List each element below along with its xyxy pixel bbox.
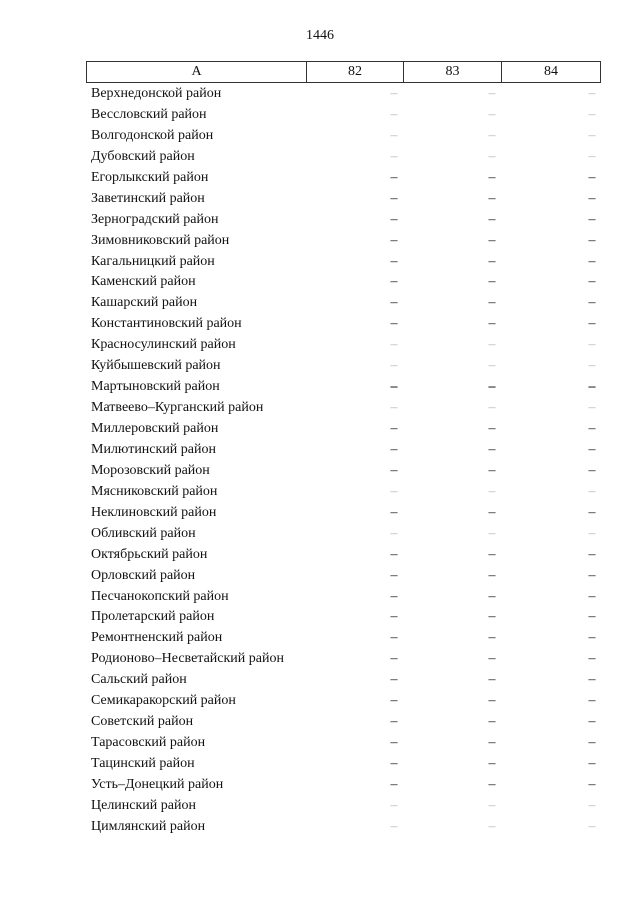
table-row [86, 754, 600, 775]
value-col-83: – [488, 567, 496, 583]
table-row [86, 649, 600, 670]
table-row [86, 461, 600, 482]
district-name: Обливский район [91, 525, 196, 541]
value-col-83: – [488, 232, 496, 248]
value-col-83: – [488, 295, 496, 311]
value-col-82: – [390, 421, 398, 436]
value-col-83: – [488, 756, 496, 771]
value-col-83: – [488, 211, 496, 227]
column-header-84: 84 [502, 62, 601, 83]
value-col-83: – [488, 504, 496, 520]
value-col-83: – [488, 441, 496, 457]
district-name: Тарасовский район [91, 735, 206, 751]
district-name: Миллеровский район [91, 421, 219, 436]
district-name: Кагальницкий район [91, 253, 215, 269]
table-row [86, 440, 600, 461]
value-col-83: – [488, 421, 496, 436]
value-col-84: – [588, 295, 596, 311]
value-col-84: – [588, 546, 596, 562]
value-col-84: – [588, 400, 596, 416]
value-col-82: – [390, 106, 398, 122]
value-col-82: – [390, 672, 398, 688]
value-col-83: – [488, 651, 496, 667]
value-col-83: – [488, 358, 496, 374]
value-col-84: – [588, 106, 596, 122]
district-name: Целинский район [91, 797, 196, 813]
value-col-82: – [390, 190, 398, 206]
value-col-84: – [588, 190, 596, 206]
district-name: Родионово–Несветайский район [91, 651, 284, 667]
district-name: Цимлянский район [91, 818, 206, 834]
district-name: Семикаракорский район [91, 693, 236, 709]
table-row [86, 314, 600, 335]
district-name: Орловский район [91, 567, 196, 583]
value-col-83: – [488, 797, 496, 813]
table-row [86, 524, 600, 545]
value-col-83: – [488, 483, 496, 499]
value-col-82: – [390, 232, 398, 248]
value-col-84: – [588, 714, 596, 730]
table-row [86, 796, 600, 817]
district-name: Мясниковский район [91, 483, 218, 499]
value-col-83: – [488, 127, 496, 143]
value-col-84: – [588, 127, 596, 143]
value-col-82: – [390, 462, 398, 478]
district-name: Милютинский район [91, 441, 217, 457]
value-col-82: – [390, 295, 398, 311]
value-col-84: – [588, 818, 596, 834]
value-col-84: – [588, 211, 596, 227]
value-col-84: – [588, 630, 596, 646]
value-col-82: – [390, 358, 398, 374]
value-col-82: – [390, 630, 398, 646]
district-name: Зимовниковский район [91, 232, 230, 248]
value-col-83: – [488, 190, 496, 206]
value-col-83: – [488, 274, 496, 290]
column-header-83: 83 [404, 62, 502, 83]
value-col-82: – [390, 379, 398, 395]
district-name: Константиновский район [91, 316, 242, 332]
value-col-82: – [390, 86, 398, 101]
district-name: Матвеево–Курганский район [91, 400, 264, 416]
table-row [86, 545, 600, 566]
table-row [86, 503, 600, 524]
value-col-84: – [588, 693, 596, 709]
table-row [86, 231, 600, 252]
district-name: Каменский район [91, 274, 196, 290]
value-col-84: – [588, 672, 596, 688]
value-col-84: – [588, 337, 596, 353]
value-col-82: – [390, 546, 398, 562]
value-col-84: – [588, 421, 596, 436]
district-name: Мартыновский район [91, 379, 220, 395]
value-col-83: – [488, 546, 496, 562]
table-row [86, 566, 600, 587]
table-row [86, 712, 600, 733]
value-col-84: – [588, 148, 596, 164]
value-col-82: – [390, 316, 398, 332]
value-col-82: – [390, 797, 398, 813]
district-name: Советский район [91, 714, 194, 730]
value-col-82: – [390, 441, 398, 457]
value-col-83: – [488, 588, 496, 604]
value-col-83: – [488, 337, 496, 353]
value-col-82: – [390, 483, 398, 499]
value-col-82: – [390, 274, 398, 290]
district-name: Заветинский район [91, 190, 205, 206]
value-col-84: – [588, 651, 596, 667]
value-col-83: – [488, 462, 496, 478]
district-name: Вессловский район [91, 106, 207, 122]
district-name: Красносулинский район [91, 337, 236, 353]
table-row [86, 377, 600, 398]
value-col-84: – [588, 735, 596, 751]
header-row [87, 62, 601, 83]
value-col-83: – [488, 672, 496, 688]
table-header [86, 61, 601, 83]
table-row [86, 210, 600, 231]
value-col-84: – [588, 274, 596, 290]
table-row [86, 252, 600, 273]
value-col-83: – [488, 379, 496, 395]
value-col-82: – [390, 127, 398, 143]
value-col-82: – [390, 714, 398, 730]
table-row [86, 398, 600, 419]
value-col-84: – [588, 232, 596, 248]
table-row [86, 356, 600, 377]
value-col-84: – [588, 86, 596, 101]
value-col-82: – [390, 525, 398, 541]
value-col-83: – [488, 630, 496, 646]
district-name: Морозовский район [91, 462, 210, 478]
district-name: Дубовский район [91, 148, 195, 164]
table-row [86, 670, 600, 691]
value-col-82: – [390, 253, 398, 269]
table-row [86, 335, 600, 356]
table-row [86, 189, 600, 210]
value-col-84: – [588, 316, 596, 332]
value-col-82: – [390, 567, 398, 583]
value-col-84: – [588, 588, 596, 604]
value-col-82: – [390, 337, 398, 353]
value-col-83: – [488, 169, 496, 185]
value-col-84: – [588, 483, 596, 499]
table-row [86, 691, 600, 712]
value-col-84: – [588, 358, 596, 374]
value-col-84: – [588, 379, 596, 395]
district-name: Волгодонской район [91, 127, 214, 143]
value-col-84: – [588, 504, 596, 520]
page-number: 1446 [306, 28, 334, 43]
table-row [86, 733, 600, 754]
value-col-84: – [588, 441, 596, 457]
table-row [86, 105, 600, 126]
value-col-84: – [588, 462, 596, 478]
table-row [86, 775, 600, 796]
value-col-83: – [488, 316, 496, 332]
value-col-84: – [588, 567, 596, 583]
table-row [86, 84, 600, 105]
value-col-83: – [488, 148, 496, 164]
value-col-84: – [588, 253, 596, 269]
value-col-84: – [588, 525, 596, 541]
district-name: Куйбышевский район [91, 358, 221, 374]
district-name: Неклиновский район [91, 504, 217, 520]
value-col-82: – [390, 735, 398, 751]
table-row [86, 272, 600, 293]
table-row [86, 293, 600, 314]
value-col-82: – [390, 776, 398, 792]
district-name: Усть–Донецкий район [91, 776, 224, 792]
value-col-82: – [390, 651, 398, 667]
table-row [86, 628, 600, 649]
value-col-83: – [488, 818, 496, 834]
table-row [86, 126, 600, 147]
district-name: Зерноградский район [91, 211, 219, 227]
value-col-82: – [390, 756, 398, 771]
value-col-84: – [588, 609, 596, 625]
value-col-84: – [588, 776, 596, 792]
district-name: Егорлыкский район [91, 169, 209, 185]
table-row [86, 168, 600, 189]
district-name: Ремонтненский район [91, 630, 223, 646]
value-col-84: – [588, 169, 596, 185]
value-col-84: – [588, 756, 596, 771]
district-name: Кашарский район [91, 295, 198, 311]
value-col-83: – [488, 106, 496, 122]
district-name: Пролетарский район [91, 609, 215, 625]
table-row [86, 607, 600, 628]
value-col-83: – [488, 776, 496, 792]
value-col-83: – [488, 525, 496, 541]
value-col-83: – [488, 609, 496, 625]
table-row [86, 817, 600, 838]
value-col-82: – [390, 504, 398, 520]
value-col-82: – [390, 148, 398, 164]
value-col-82: – [390, 400, 398, 416]
value-col-83: – [488, 735, 496, 751]
district-name: Октябрьский район [91, 546, 208, 562]
value-col-83: – [488, 400, 496, 416]
value-col-82: – [390, 211, 398, 227]
value-col-82: – [390, 818, 398, 834]
table-row [86, 147, 600, 168]
value-col-82: – [390, 588, 398, 604]
column-header-82: 82 [307, 62, 404, 83]
value-col-82: – [390, 693, 398, 709]
value-col-83: – [488, 714, 496, 730]
district-name: Песчанокопский район [91, 588, 229, 604]
table-row [86, 419, 600, 440]
table-row [86, 587, 600, 608]
column-header-a: А [87, 62, 307, 83]
district-name: Тацинский район [91, 756, 195, 771]
district-name: Верхнедонской район [91, 86, 222, 101]
value-col-83: – [488, 693, 496, 709]
value-col-82: – [390, 609, 398, 625]
value-col-82: – [390, 169, 398, 185]
table-row [86, 482, 600, 503]
district-name: Сальский район [91, 672, 187, 688]
value-col-84: – [588, 797, 596, 813]
value-col-83: – [488, 86, 496, 101]
value-col-83: – [488, 253, 496, 269]
table-body [86, 84, 600, 838]
